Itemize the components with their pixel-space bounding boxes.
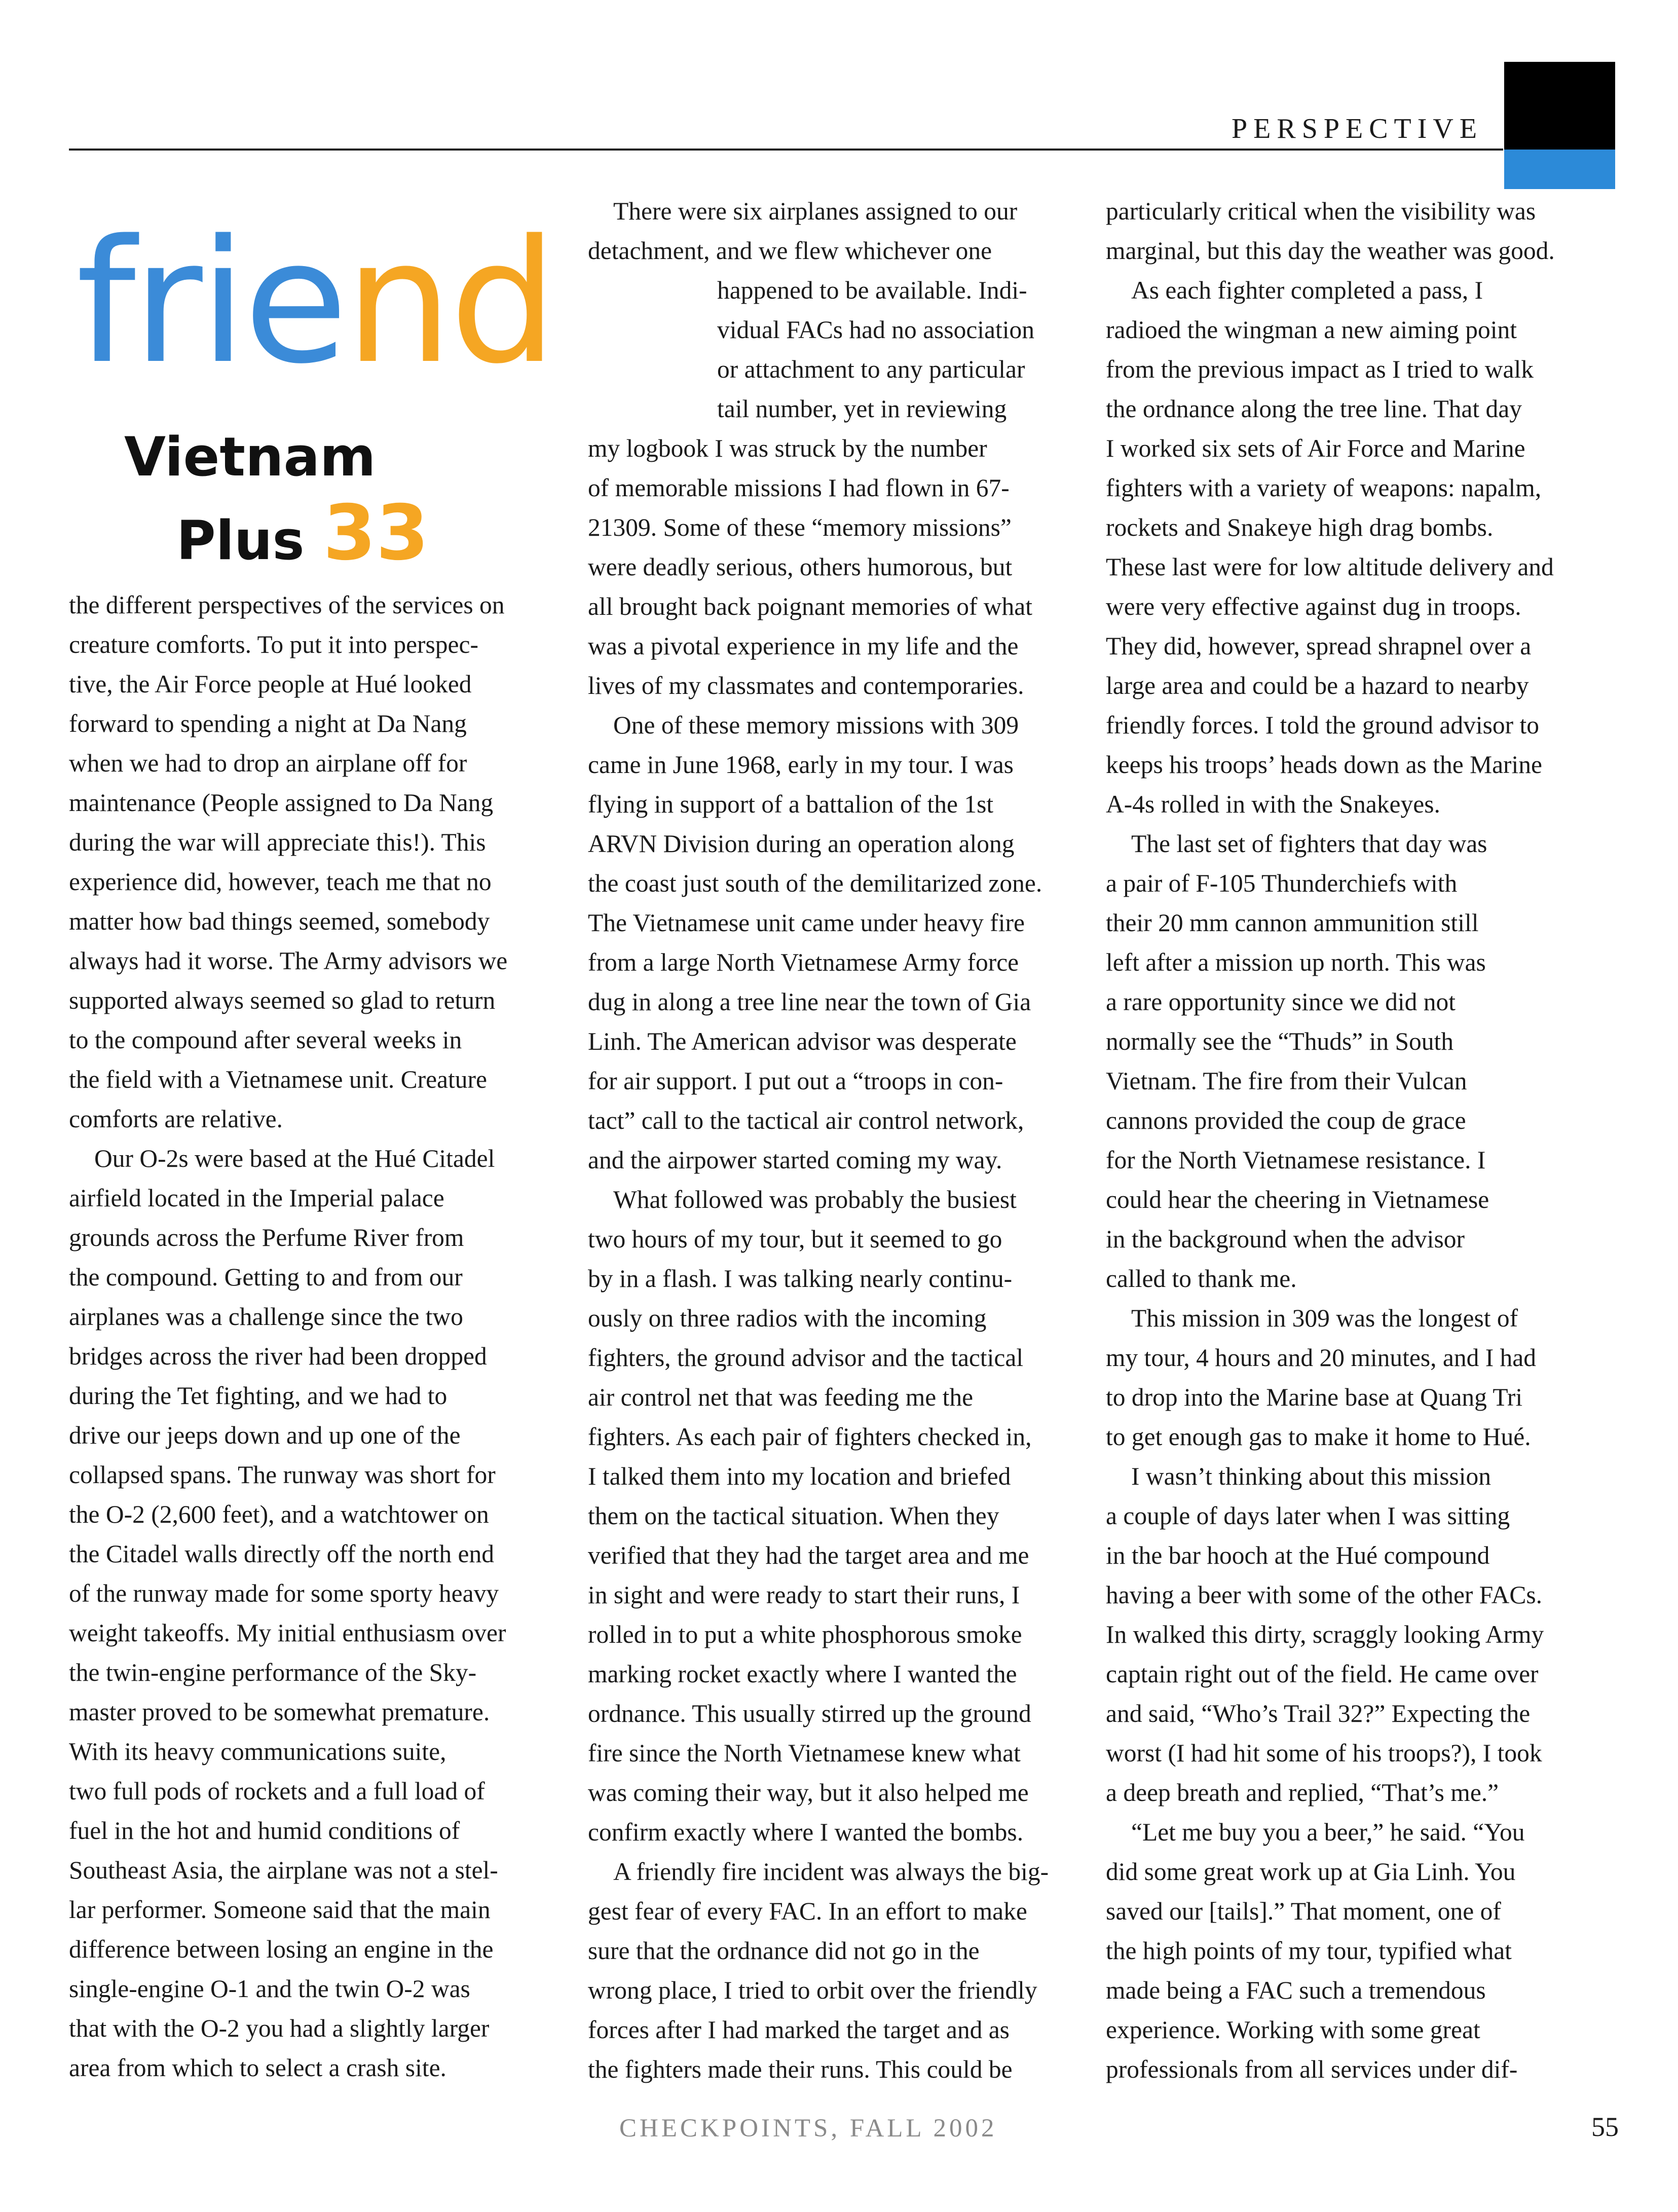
text-line: marginal, but this day the weather was good. bbox=[1106, 237, 1555, 265]
text-line: for air support. I put out a “troops in con- bbox=[588, 1067, 1003, 1095]
text-line: did some great work up at Gia Linh. You bbox=[1106, 1858, 1516, 1886]
header-black-block bbox=[1504, 62, 1615, 158]
text-line: lar performer. Someone said that the main bbox=[69, 1896, 491, 1924]
text-line: The Vietnamese unit came under heavy fire bbox=[588, 909, 1025, 937]
text-line: confirm exactly where I wanted the bombs. bbox=[588, 1818, 1024, 1846]
text-line: the ordnance along the tree line. That day bbox=[1106, 395, 1522, 423]
text-line: comforts are relative. bbox=[69, 1105, 283, 1133]
text-line: tact” call to the tactical air control network, bbox=[588, 1107, 1024, 1134]
text-line: With its heavy communications suite, bbox=[69, 1738, 446, 1765]
text-line: gest fear of every FAC. In an effort to make bbox=[588, 1897, 1027, 1925]
text-line: normally see the “Thuds” in South bbox=[1106, 1027, 1453, 1055]
text-line: always had it worse. The Army advisors we bbox=[69, 947, 508, 975]
text-line: was coming their way, but it also helped me bbox=[588, 1779, 1029, 1807]
text-line: creature comforts. To put it into perspec- bbox=[69, 631, 478, 658]
text-line: happened to be available. Indi- bbox=[717, 276, 1027, 304]
text-line: professionals from all services under dif- bbox=[1106, 2055, 1518, 2083]
text-line: during the war will appreciate this!). This bbox=[69, 828, 486, 856]
text-line: area from which to select a crash site. bbox=[69, 2054, 446, 2082]
text-line: from a large North Vietnamese Army force bbox=[588, 948, 1019, 976]
text-line: a rare opportunity since we did not bbox=[1106, 988, 1456, 1016]
text-line: 21309. Some of these “memory missions” bbox=[588, 513, 1012, 541]
text-line: in sight and were ready to start their runs, I bbox=[588, 1581, 1020, 1609]
text-line: all brought back poignant memories of what bbox=[588, 593, 1033, 620]
header-blue-block bbox=[1504, 150, 1615, 189]
text-line: a deep breath and replied, “That’s me.” bbox=[1106, 1779, 1499, 1807]
text-line: verified that they had the target area and me bbox=[588, 1541, 1029, 1569]
text-line: lives of my classmates and contemporaries. bbox=[588, 672, 1024, 699]
text-line: my tour, 4 hours and 20 minutes, and I had bbox=[1106, 1344, 1537, 1372]
text-line: and the airpower started coming my way. bbox=[588, 1146, 1002, 1174]
text-line: the coast just south of the demilitarized zone. bbox=[588, 869, 1042, 897]
text-line: airplanes was a challenge since the two bbox=[69, 1303, 463, 1331]
text-line: to get enough gas to make it home to Hué. bbox=[1106, 1423, 1531, 1451]
text-line: worst (I had hit some of his troops?), I took bbox=[1106, 1739, 1542, 1767]
text-line: when we had to drop an airplane off for bbox=[69, 749, 467, 777]
text-line: Linh. The American advisor was desperate bbox=[588, 1027, 1017, 1055]
text-line: fighters, the ground advisor and the tactical bbox=[588, 1344, 1024, 1372]
text-line: weight takeoffs. My initial enthusiasm over bbox=[69, 1619, 506, 1647]
text-line: Our O-2s were based at the Hué Citadel bbox=[94, 1145, 495, 1172]
text-line: tive, the Air Force people at Hué looked bbox=[69, 670, 472, 698]
text-line: my logbook I was struck by the number bbox=[588, 434, 987, 462]
text-line: In walked this dirty, scraggly looking Army bbox=[1106, 1620, 1544, 1648]
text-line: Southeast Asia, the airplane was not a stel- bbox=[69, 1856, 498, 1884]
text-line: their 20 mm cannon ammunition still bbox=[1106, 909, 1479, 937]
page-number: 55 bbox=[1591, 2112, 1619, 2142]
text-line: particularly critical when the visibility was bbox=[1106, 197, 1536, 225]
text-line: left after a mission up north. This was bbox=[1106, 948, 1486, 976]
text-line: single-engine O-1 and the twin O-2 was bbox=[69, 1975, 470, 2003]
text-line: fighters with a variety of weapons: napalm, bbox=[1106, 474, 1542, 502]
text-line: of memorable missions I had flown in 67- bbox=[588, 474, 1010, 502]
text-line: detachment, and we flew whichever one bbox=[588, 237, 992, 265]
text-line: I talked them into my location and briefed bbox=[588, 1462, 1011, 1490]
subtitle-number: 33 bbox=[323, 489, 429, 577]
text-line: rockets and Snakeye high drag bombs. bbox=[1106, 513, 1494, 541]
text-line: by in a flash. I was talking nearly continu- bbox=[588, 1265, 1013, 1293]
subtitle-line-2 bbox=[176, 489, 429, 577]
text-line: from the previous impact as I tried to walk bbox=[1106, 355, 1534, 383]
text-line: sure that the ordnance did not go in the bbox=[588, 1937, 980, 1965]
text-line: As each fighter completed a pass, I bbox=[1131, 276, 1483, 304]
text-line: wrong place, I tried to orbit over the friendly bbox=[588, 1976, 1037, 2004]
text-line: the fighters made their runs. This could be bbox=[588, 2055, 1013, 2083]
text-line: bridges across the river had been dropped bbox=[69, 1342, 487, 1370]
text-line: to the compound after several weeks in bbox=[69, 1026, 462, 1054]
text-line: I worked six sets of Air Force and Marine bbox=[1106, 434, 1525, 462]
text-line: They did, however, spread shrapnel over a bbox=[1106, 632, 1532, 660]
text-line: Vietnam. The fire from their Vulcan bbox=[1106, 1067, 1467, 1095]
text-line: master proved to be somewhat premature. bbox=[69, 1698, 490, 1726]
text-line: marking rocket exactly where I wanted the bbox=[588, 1660, 1017, 1688]
text-line: supported always seemed so glad to return bbox=[69, 986, 496, 1014]
text-line: ously on three radios with the incoming bbox=[588, 1304, 987, 1332]
text-line: of the runway made for some sporty heavy bbox=[69, 1579, 499, 1607]
text-line: called to thank me. bbox=[1106, 1265, 1297, 1293]
text-line: There were six airplanes assigned to our bbox=[613, 197, 1018, 225]
text-line: the different perspectives of the services on bbox=[69, 591, 505, 619]
text-line: that with the O-2 you had a slightly larger bbox=[69, 2014, 490, 2042]
text-line: was a pivotal experience in my life and the bbox=[588, 632, 1019, 660]
column-1 bbox=[69, 585, 540, 2088]
text-line: flying in support of a battalion of the 1st bbox=[588, 790, 994, 818]
text-line: I wasn’t thinking about this mission bbox=[1131, 1462, 1491, 1490]
text-line: captain right out of the field. He came over bbox=[1106, 1660, 1539, 1688]
text-line: matter how bad things seemed, somebody bbox=[69, 907, 490, 935]
text-line: made being a FAC such a tremendous bbox=[1106, 1976, 1486, 2004]
text-line: experience. Working with some great bbox=[1106, 2016, 1480, 2044]
text-line: during the Tet fighting, and we had to bbox=[69, 1382, 448, 1410]
section-label: PERSPECTIVE bbox=[1232, 113, 1483, 144]
text-line: air control net that was feeding me the bbox=[588, 1383, 974, 1411]
text-line: What followed was probably the busiest bbox=[613, 1186, 1017, 1213]
footer-publication: CHECKPOINTS, FALL 2002 bbox=[619, 2114, 997, 2143]
text-line: rolled in to put a white phosphorous smoke bbox=[588, 1620, 1022, 1648]
text-line: maintenance (People assigned to Da Nang bbox=[69, 789, 494, 817]
text-line: the compound. Getting to and from our bbox=[69, 1263, 463, 1291]
text-line: experience did, however, teach me that no bbox=[69, 868, 492, 896]
text-line: “Let me buy you a beer,” he said. “You bbox=[1131, 1818, 1525, 1846]
text-line: These last were for low altitude delivery and bbox=[1106, 553, 1554, 581]
text-line: ARVN Division during an operation along bbox=[588, 830, 1015, 858]
text-line: large area and could be a hazard to nearby bbox=[1106, 672, 1529, 699]
title-part-blue: frie bbox=[76, 204, 345, 401]
text-line: for the North Vietnamese resistance. I bbox=[1106, 1146, 1486, 1174]
text-line: the O-2 (2,600 feet), and a watchtower on bbox=[69, 1500, 489, 1528]
text-line: or attachment to any particular bbox=[717, 355, 1025, 383]
article-title bbox=[76, 204, 554, 401]
text-line: having a beer with some of the other FACs. bbox=[1106, 1581, 1543, 1609]
text-line: could hear the cheering in Vietnamese bbox=[1106, 1186, 1489, 1213]
text-line: in the background when the advisor bbox=[1106, 1225, 1465, 1253]
text-line: cannons provided the coup de grace bbox=[1106, 1107, 1466, 1134]
text-line: tail number, yet in reviewing bbox=[717, 395, 1007, 423]
text-line: friendly forces. I told the ground advisor to bbox=[1106, 711, 1540, 739]
text-line: them on the tactical situation. When they bbox=[588, 1502, 999, 1530]
text-line: the high points of my tour, typified what bbox=[1106, 1937, 1512, 1965]
title-part-orange: nd bbox=[345, 204, 554, 401]
text-line: This mission in 309 was the longest of bbox=[1131, 1304, 1518, 1332]
text-line: radioed the wingman a new aiming point bbox=[1106, 316, 1517, 344]
text-line: and said, “Who’s Trail 32?” Expecting the bbox=[1106, 1700, 1531, 1727]
text-line: drive our jeeps down and up one of the bbox=[69, 1421, 461, 1449]
text-line: The last set of fighters that day was bbox=[1131, 830, 1487, 858]
column-3 bbox=[1106, 192, 1582, 2089]
column-2 bbox=[588, 192, 1064, 2089]
text-line: ordnance. This usually stirred up the ground bbox=[588, 1700, 1031, 1727]
text-line: forward to spending a night at Da Nang bbox=[69, 710, 467, 738]
text-line: airfield located in the Imperial palace bbox=[69, 1184, 444, 1212]
text-line: the twin-engine performance of the Sky- bbox=[69, 1658, 477, 1686]
text-line: A friendly fire incident was always the big- bbox=[613, 1858, 1049, 1886]
subtitle-line-1: Vietnam bbox=[124, 426, 376, 488]
text-line: vidual FACs had no association bbox=[717, 316, 1035, 344]
text-line: fighters. As each pair of fighters checked in, bbox=[588, 1423, 1032, 1451]
text-line: a pair of F-105 Thunderchiefs with bbox=[1106, 869, 1458, 897]
text-line: the Citadel walls directly off the north end bbox=[69, 1540, 494, 1568]
text-line: fuel in the hot and humid conditions of bbox=[69, 1817, 460, 1845]
text-line: One of these memory missions with 309 bbox=[613, 711, 1019, 739]
text-line: two full pods of rockets and a full load of bbox=[69, 1777, 485, 1805]
text-line: keeps his troops’ heads down as the Marine bbox=[1106, 751, 1543, 779]
text-line: fire since the North Vietnamese knew what bbox=[588, 1739, 1021, 1767]
text-line: difference between losing an engine in the bbox=[69, 1935, 494, 1963]
text-line: came in June 1968, early in my tour. I was bbox=[588, 751, 1014, 779]
text-line: grounds across the Perfume River from bbox=[69, 1224, 464, 1251]
text-line: the field with a Vietnamese unit. Creature bbox=[69, 1065, 487, 1093]
text-line: were deadly serious, others humorous, but bbox=[588, 553, 1013, 581]
text-line: to drop into the Marine base at Quang Tri bbox=[1106, 1383, 1523, 1411]
subtitle-word: Plus bbox=[176, 509, 305, 572]
text-line: dug in along a tree line near the town of Gia bbox=[588, 988, 1031, 1016]
text-line: forces after I had marked the target and as bbox=[588, 2016, 1010, 2044]
header-rule bbox=[69, 149, 1503, 151]
text-line: two hours of my tour, but it seemed to go bbox=[588, 1225, 1002, 1253]
text-line: were very effective against dug in troops. bbox=[1106, 593, 1521, 620]
text-line: collapsed spans. The runway was short for bbox=[69, 1461, 496, 1489]
text-line: saved our [tails].” That moment, one of bbox=[1106, 1897, 1501, 1925]
text-line: A-4s rolled in with the Snakeyes. bbox=[1106, 790, 1440, 818]
text-line: a couple of days later when I was sitting bbox=[1106, 1502, 1510, 1530]
text-line: in the bar hooch at the Hué compound bbox=[1106, 1541, 1490, 1569]
